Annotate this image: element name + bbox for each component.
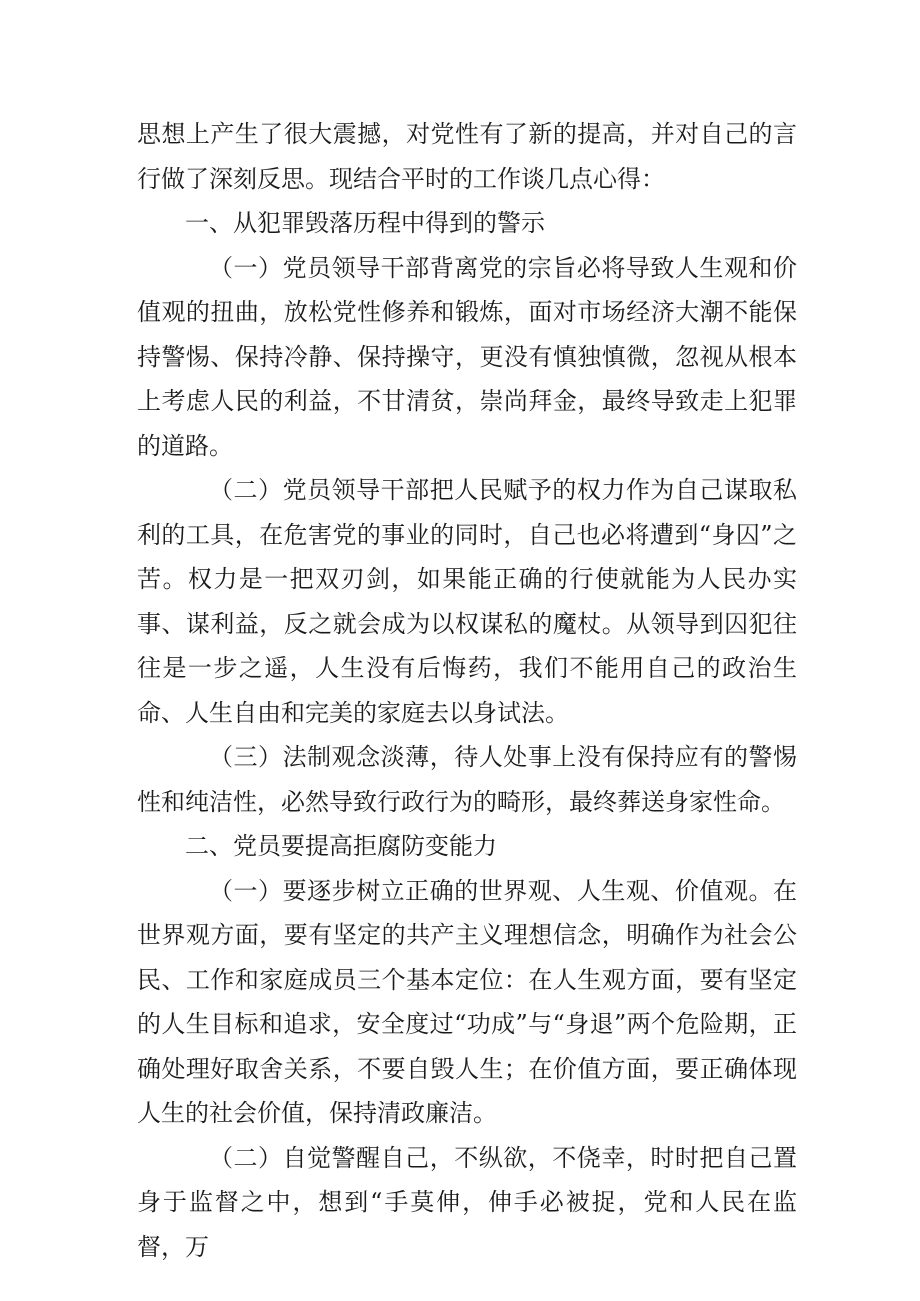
section-2-item-2: （二）自觉警醒自己，不纵欲，不侥幸，时时把自己置身于监督之中，想到“手莫伸，伸手必被捉，党和人民在监督，万 xyxy=(137,1143,797,1261)
intro-paragraph: 思想上产生了很大震撼，对党性有了新的提高，并对自己的言行做了深刻反思。现结合平时的工作谈几点心得： xyxy=(137,120,797,193)
section-1-item-3: （三）法制观念淡薄，待人处事上没有保持应有的警惕性和纯洁性，必然导致行政行为的畸形，最终葬送身家性命。 xyxy=(137,743,797,816)
section-heading-2: 二、党员要提高拒腐防变能力 xyxy=(185,832,497,860)
section-heading-1: 一、从犯罪毁落历程中得到的警示 xyxy=(185,209,545,237)
section-1-item-2: （二）党员领导干部把人民赋予的权力作为自己谋取私利的工具，在危害党的事业的同时，自己也必将遭到“身囚”之苦。权力是一把双刃剑，如果能正确的行使就能为人民办实事、谋利益，反之就会成为以权谋私的魔杖。从领导到囚犯往往是一步之遥，人生没有后悔药，我们不能用自己的政治生命、人生自由和完美的家庭去以身试法。 xyxy=(137,476,797,727)
document-body xyxy=(137,112,797,1269)
section-2-item-1: （一）要逐步树立正确的世界观、人生观、价值观。在世界观方面，要有坚定的共产主义理想信念，明确作为社会公民、工作和家庭成员三个基本定位：在人生观方面，要有坚定的人生目标和追求，安全度过“功成”与“身退”两个危险期，正确处理好取舍关系，不要自毁人生；在价值方面，要正确体现人生的社会价值，保持清政廉洁。 xyxy=(137,876,797,1127)
section-1-item-1: （一）党员领导干部背离党的宗旨必将导致人生观和价值观的扭曲，放松党性修养和锻炼，面对市场经济大潮不能保持警惕、保持冷静、保持操守，更没有慎独慎微，忽视从根本上考虑人民的利益，不甘清贫，崇尚拜金，最终导致走上犯罪的道路。 xyxy=(137,253,797,460)
